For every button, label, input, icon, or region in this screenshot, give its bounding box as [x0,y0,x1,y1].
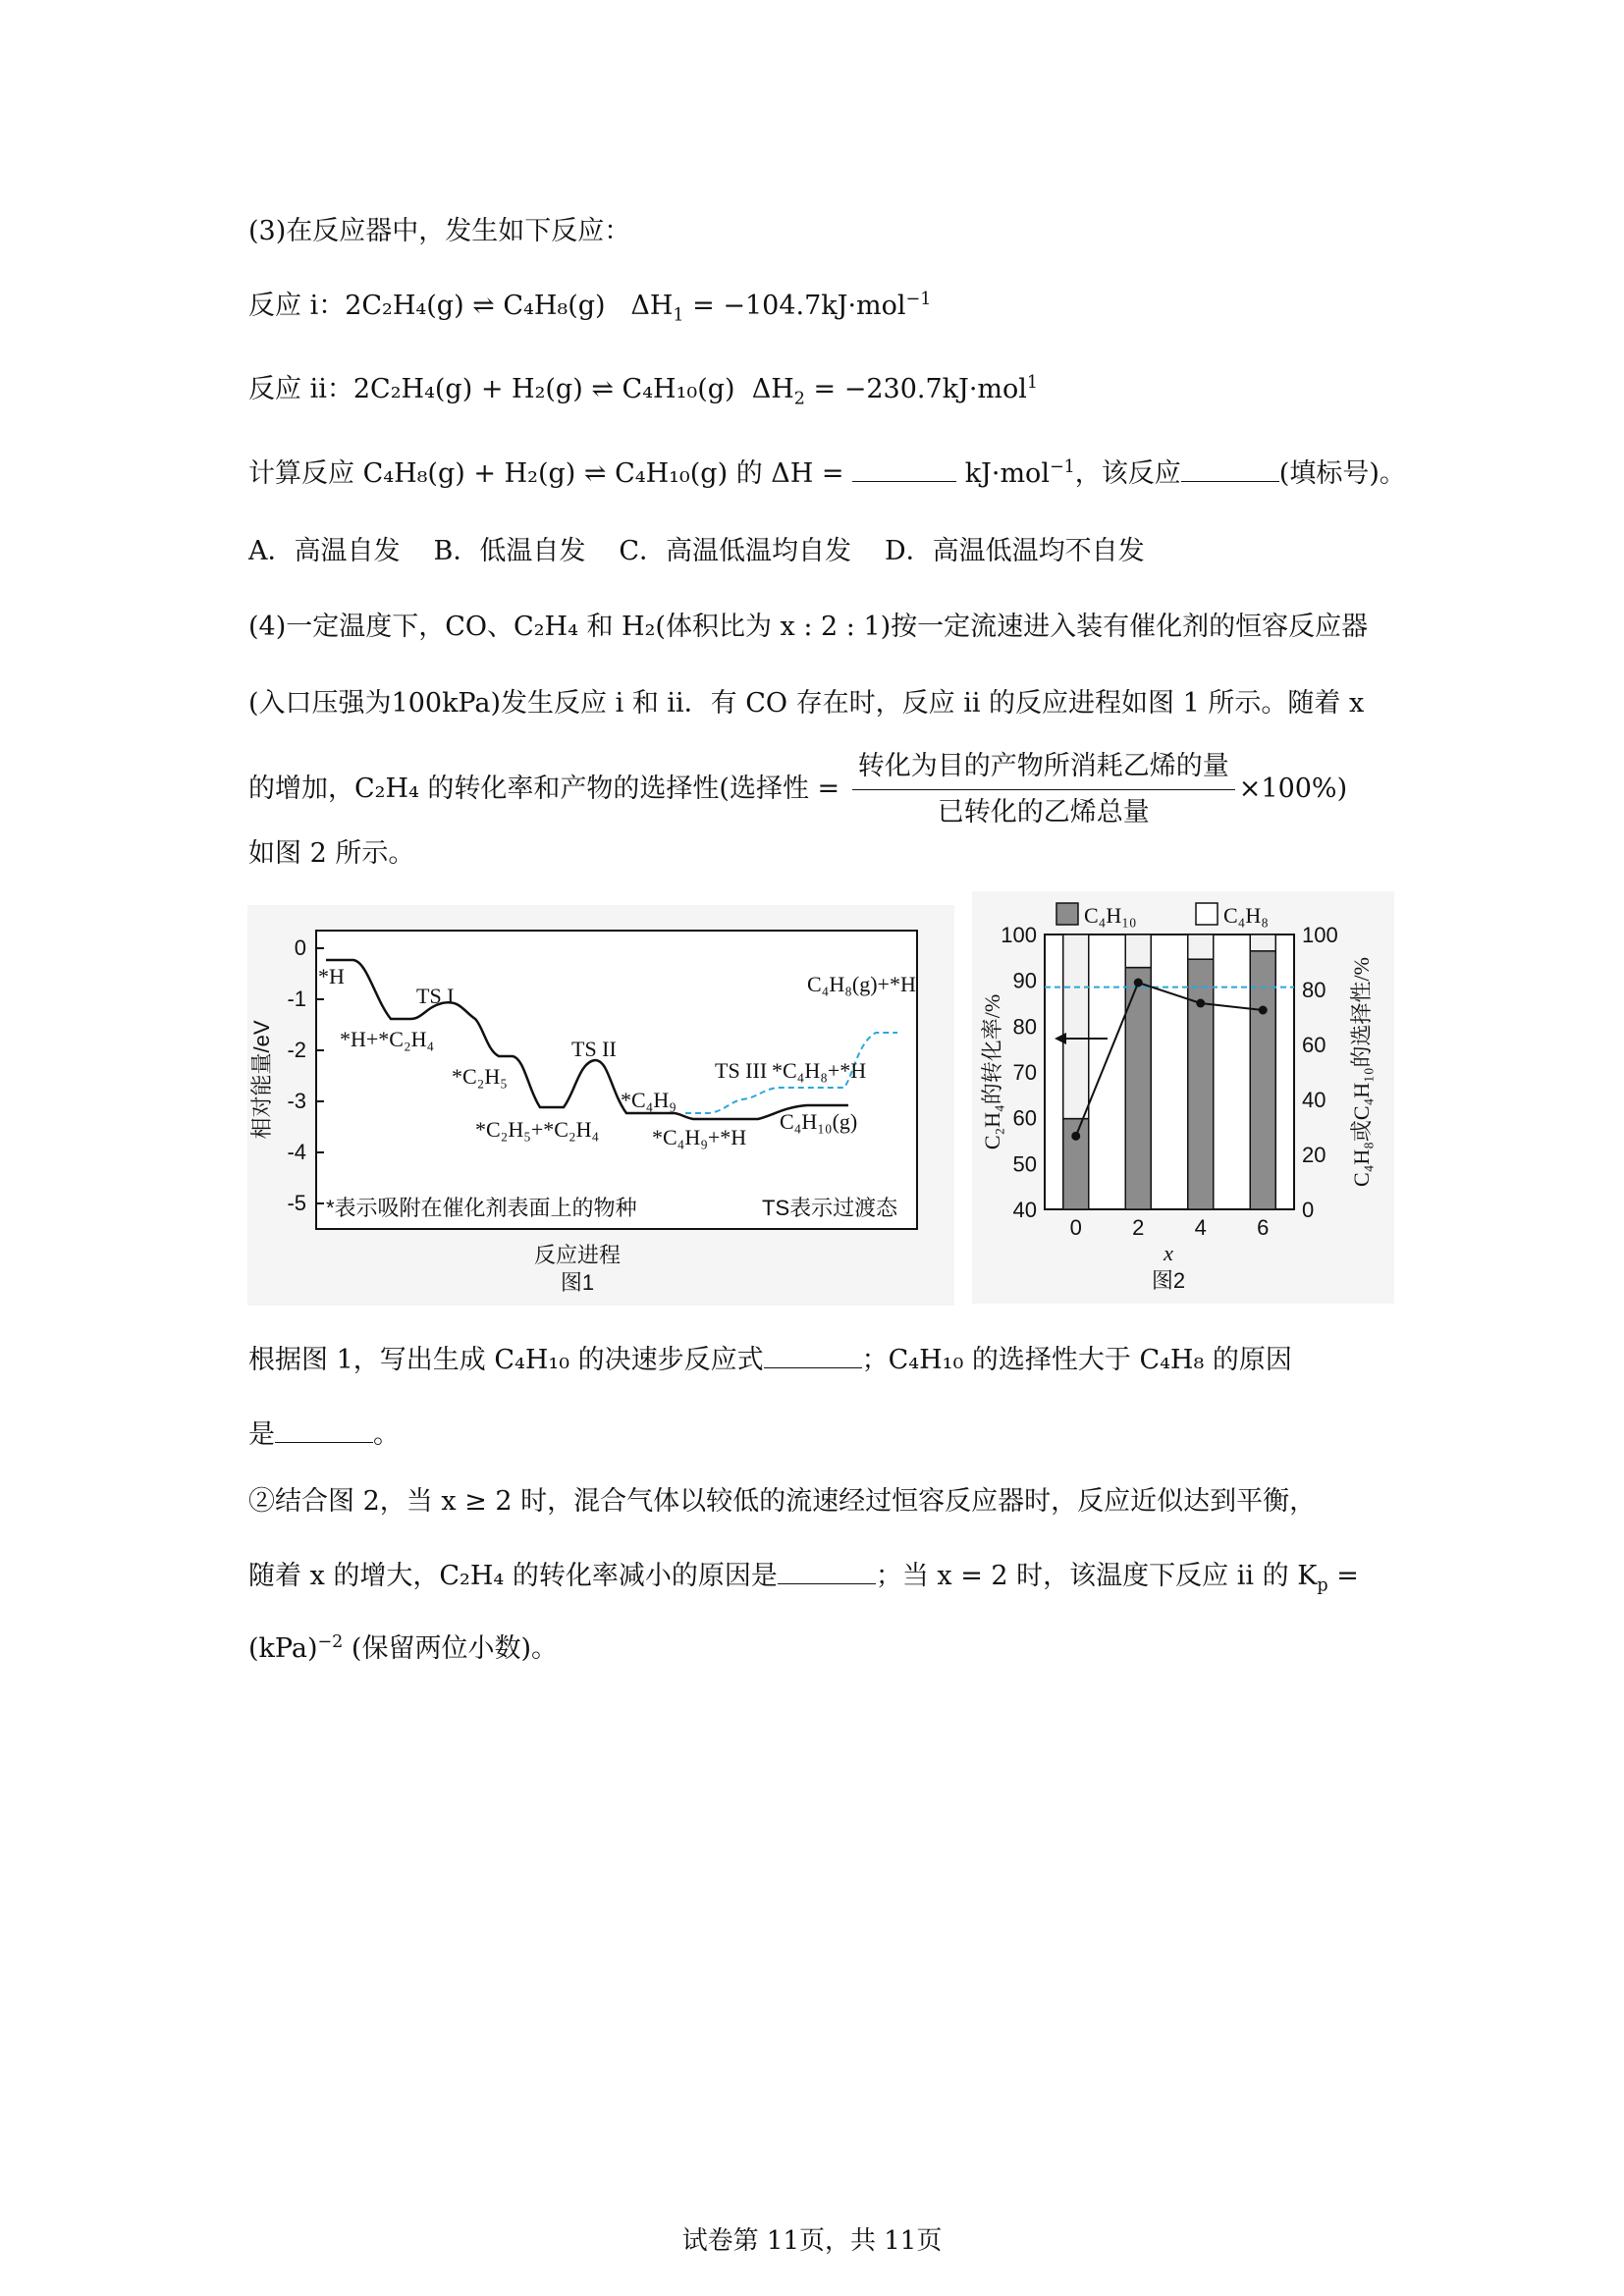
q3-calc: 计算反应 C₄H₈(g) + H₂(g) ⇌ C₄H₁₀(g) 的 ΔH = kJ·mol$^{-1}$，该反应 (填标号)。 [248,457,1406,489]
fig2-right-tick-60: 60 [1302,1033,1326,1057]
legend-label-c4h10: C₄H₁₀ [1084,903,1137,928]
fig2-right-tick-100: 100 [1302,923,1338,947]
conversion-point-4 [1196,999,1205,1008]
label-c4h9: *C₄H₉ [621,1088,677,1112]
fig2-left-tick-60: 60 [1012,1105,1037,1131]
option-b[interactable]: B．低温自发 [433,536,586,566]
bar-c4h10-6 [1250,951,1275,1209]
label-ts1: TS I [416,984,455,1008]
fig1-ytick-5: -5 [287,1191,306,1215]
fig1-xlabel: 反应进程 [533,1243,622,1267]
fig2-left-tick-50: 50 [1012,1151,1037,1177]
legend-swatch-c4h10 [1056,903,1078,925]
option-a[interactable]: A．高温自发 [248,536,401,566]
fig2-x-label: x [1164,1241,1173,1265]
conversion-point-0 [1071,1132,1080,1141]
bar-c4h8-4 [1188,934,1214,959]
legend-label-c4h8: C₄H₈ [1223,903,1269,928]
fig2-left-tick-100: 100 [1001,923,1037,947]
legend-swatch-c4h8 [1196,903,1218,925]
bar-c4h8-2 [1125,934,1151,968]
fig2-x-tick-2: 2 [1132,1215,1145,1240]
q4-sub1-line1: 根据图 1，写出生成 C₄H₁₀ 的决速步反应式 ；C₄H₁₀ 的选择性大于 C₄H₈ 的原因 [248,1341,1292,1380]
reaction-ii-equation: 2C₂H₄(g) + H₂(g) ⇌ C₄H₁₀(g) [352,374,735,404]
fig1-note-right: TS表示过渡态 [762,1196,898,1220]
figure-1 [247,905,954,1306]
conversion-point-2 [1134,979,1143,988]
fig1-ytick-3: -3 [287,1089,306,1113]
fig2-left-tick-80: 80 [1012,1014,1037,1040]
q4-line3: 的增加，C₂H₄ 的转化率和产物的选择性(选择性 = $\frac{\text{转化为目的产物所消耗乙烯的量}}{\text{已转化的乙烯总量}}$ ×100%) [248,748,1347,831]
answer-blank-dh[interactable] [852,455,956,482]
label-c4h8-h-g: C₄H₈(g)+*H [807,972,916,996]
fig1-ylabel: 相对能量/eV [249,1020,274,1140]
reaction-i-dh: $\Delta H_1 = -104.7kJ\cdot mol^{-1}$ [630,290,932,326]
q4-sub2-line2: 随着 x 的增大，C₂H₄ 的转化率减小的原因是 ；当 x = 2 时，该温度下反应 ii 的 $K_p$ = [248,1557,1359,1596]
selectivity-fraction: $\frac{\text{转化为目的产物所消耗乙烯的量}}{\text{已转化的乙烯总量}}$ [852,748,1235,831]
fig2-x-tick-4: 4 [1194,1215,1207,1240]
fig2-caption: 图2 [1151,1268,1186,1293]
fig2-x-tick-0: 0 [1069,1215,1082,1240]
answer-blank-rate-step[interactable] [764,1342,862,1368]
reaction-ii-dh: $\Delta H_2 = -230.7kJ\cdot mol^1$ [751,373,1039,409]
reaction-ii-label: 反应 ii： [248,374,353,404]
page-footer: 试卷第 11页，共 11页 [681,2226,943,2256]
option-d[interactable]: D．高温低温均不自发 [885,536,1145,566]
q3-options [248,532,1145,571]
fig2-left-axis-label: C₂H₄的转化率/% [980,993,1004,1150]
reaction-ii [248,370,1038,409]
answer-blank-option[interactable] [1181,455,1279,482]
fig2-left-tick-90: 90 [1012,968,1037,993]
label-c4h8-h-ads: *C₄H₈+*H [772,1058,867,1083]
reaction-i-equation: 2C₂H₄(g) ⇌ C₄H₈(g) [345,291,606,321]
fig1-ytick-0: 0 [294,935,306,960]
figure-2 [972,891,1394,1304]
fig2-left-tick-70: 70 [1012,1060,1037,1085]
conversion-point-6 [1259,1006,1268,1015]
fig1-ytick-4: -4 [287,1140,306,1164]
fig2-right-axis-label: C₄H₈或C₄H₁₀的选择性/% [1349,957,1374,1187]
fig2-right-tick-40: 40 [1302,1088,1326,1112]
label-c4h10-g: C₄H₁₀(g) [780,1109,858,1134]
q4-line2: (入口压强为100kPa)发生反应 i 和 ii．有 CO 存在时，反应 ii 的反应进程如图 1 所示。随着 x [248,688,1365,719]
label-c2h5: *C₂H₅ [452,1064,508,1089]
label-ts2: TS II [571,1037,617,1061]
q4-line1: (4)一定温度下，CO、C₂H₄ 和 H₂(体积比为 x : 2 : 1)按一定流速进入装有催化剂的恒容反应器 [248,612,1369,642]
q4-sub2-line3: (kPa)$^{-2}$ (保留两位小数)。 [248,1632,558,1664]
q4-line4: 如图 2 所示。 [248,838,415,869]
label-c4h9-h: *C₄H₉+*H [652,1125,747,1149]
label-h-c2h4: *H+*C₂H₄ [340,1027,435,1051]
fig1-ytick-1: -1 [287,987,306,1011]
fig1-caption: 图1 [560,1270,595,1295]
label-c2h5-c2h4: *C₂H₅+*C₂H₄ [475,1117,600,1142]
option-c[interactable]: C．高温低温均自发 [619,536,852,566]
q4-sub2-line1: ②结合图 2，当 x ≥ 2 时，混合气体以较低的流速经过恒容反应器时，反应近似达到平衡， [248,1486,1317,1517]
fig2-x-tick-6: 6 [1257,1215,1270,1240]
fig1-ytick-2: -2 [287,1038,306,1062]
fig2-right-tick-20: 20 [1302,1143,1326,1167]
bar-c4h10-4 [1188,959,1214,1209]
q4-sub1-line2: 是 。 [248,1415,400,1455]
bar-c4h8-0 [1063,934,1089,1119]
reaction-i-label: 反应 i： [248,291,346,321]
fig2-right-tick-0: 0 [1302,1198,1315,1222]
answer-blank-reason[interactable] [275,1416,373,1443]
reaction-i [248,287,931,326]
bar-c4h8-6 [1250,934,1275,951]
fig2-right-tick-80: 80 [1302,978,1326,1002]
fig2-left-tick-40: 40 [1012,1198,1037,1222]
q3-intro: (3)在反应器中，发生如下反应： [248,216,631,246]
label-h: *H [318,964,345,988]
label-ts3: TS III [715,1058,768,1083]
answer-blank-conversion[interactable] [778,1558,876,1584]
fig1-note-left: *表示吸附在催化剂表面上的物种 [326,1196,637,1220]
